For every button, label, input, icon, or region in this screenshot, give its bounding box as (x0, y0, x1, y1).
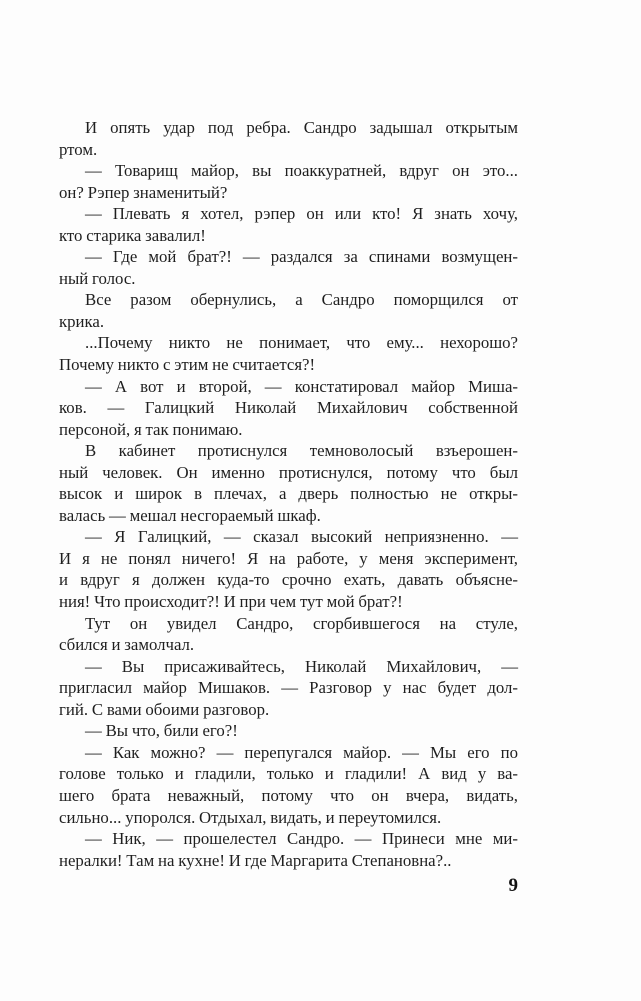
text-line: шего брата неважный, потому что он вчера, видать, (59, 785, 518, 805)
text-line: И опять удар под ребра. Сандро задышал открытым (85, 118, 518, 137)
text-line: — Вы что, били его?! (85, 721, 238, 741)
text-line: голове только и гладили, только и гладили! А вид у ва- (59, 764, 518, 784)
text-line: ный человек. Он именно протиснулся, потому что был (59, 462, 518, 482)
paragraph (59, 117, 518, 160)
paragraph (59, 742, 518, 828)
text-block (59, 117, 518, 871)
text-line: Тут он увидел Сандро, сгорбившегося на стуле, (85, 613, 518, 633)
text-line: В кабинет протиснулся темноволосый взъерошен- (85, 441, 518, 461)
text-line: крика. (59, 311, 105, 331)
paragraph (59, 160, 518, 203)
text-line: — А вот и второй, — констатировал майор Миша- (85, 376, 518, 396)
text-line: — Я Галицкий, — сказал высокий неприязненно. — (85, 527, 518, 547)
paragraph (59, 656, 518, 721)
paragraph (59, 376, 518, 441)
text-line: ный голос. (59, 268, 136, 288)
paragraph (59, 828, 518, 871)
text-line: ков. — Галицкий Николай Михайлович собственной (59, 398, 518, 418)
text-line: высок и широк в плечах, а дверь полностью не откры- (59, 484, 518, 504)
paragraph (59, 613, 518, 656)
text-line: — Плевать я хотел, рэпер он или кто! Я знать хочу, (85, 204, 518, 224)
paragraph (59, 526, 518, 612)
text-line: — Ник, — прошелестел Сандро. — Принеси мне ми- (85, 829, 518, 849)
text-line: ния! Что происходит?! И при чем тут мой брат?! (59, 592, 403, 612)
text-line: — Вы присаживайтесь, Николай Михайлович, — (85, 656, 518, 676)
paragraph (59, 440, 518, 526)
text-line: нералки! Там на кухне! И где Маргарита Степановна?.. (59, 850, 452, 870)
paragraph (59, 332, 518, 375)
text-line: ртом. (59, 139, 98, 159)
text-line: кто старика завалил! (59, 225, 206, 245)
paragraph (59, 246, 518, 289)
text-line: ...Почему никто не понимает, что ему... нехорошо? (85, 333, 518, 353)
paragraph (59, 203, 518, 246)
text-line: — Где мой брат?! — раздался за спинами возмущен- (85, 247, 518, 267)
text-line: Почему никто с этим не считается?! (59, 355, 316, 375)
text-line: И я не понял ничего! Я на работе, у меня эксперимент, (59, 548, 518, 568)
text-line: пригласил майор Мишаков. — Разговор у нас будет дол- (59, 678, 518, 698)
paragraph (59, 289, 518, 332)
text-line: он? Рэпер знаменитый? (59, 182, 228, 202)
text-line: — Товарищ майор, вы поаккуратней, вдруг он это... (85, 161, 518, 181)
text-line: сбился и замолчал. (59, 635, 195, 655)
text-line: Все разом обернулись, а Сандро поморщился от (85, 290, 518, 310)
text-line: персоной, я так понимаю. (59, 419, 243, 439)
text-line: — Как можно? — перепугался майор. — Мы его по (85, 742, 518, 762)
text-line: гий. С вами обоими разговор. (59, 699, 270, 719)
text-line: и вдруг я должен куда-то срочно ехать, давать объясне- (59, 570, 518, 590)
page-number: 9 (508, 875, 518, 896)
text-line: валась — мешал несгораемый шкаф. (59, 505, 321, 525)
paragraph (59, 720, 518, 742)
text-line: сильно... упоролся. Отдыхал, видать, и переутомился. (59, 807, 442, 827)
